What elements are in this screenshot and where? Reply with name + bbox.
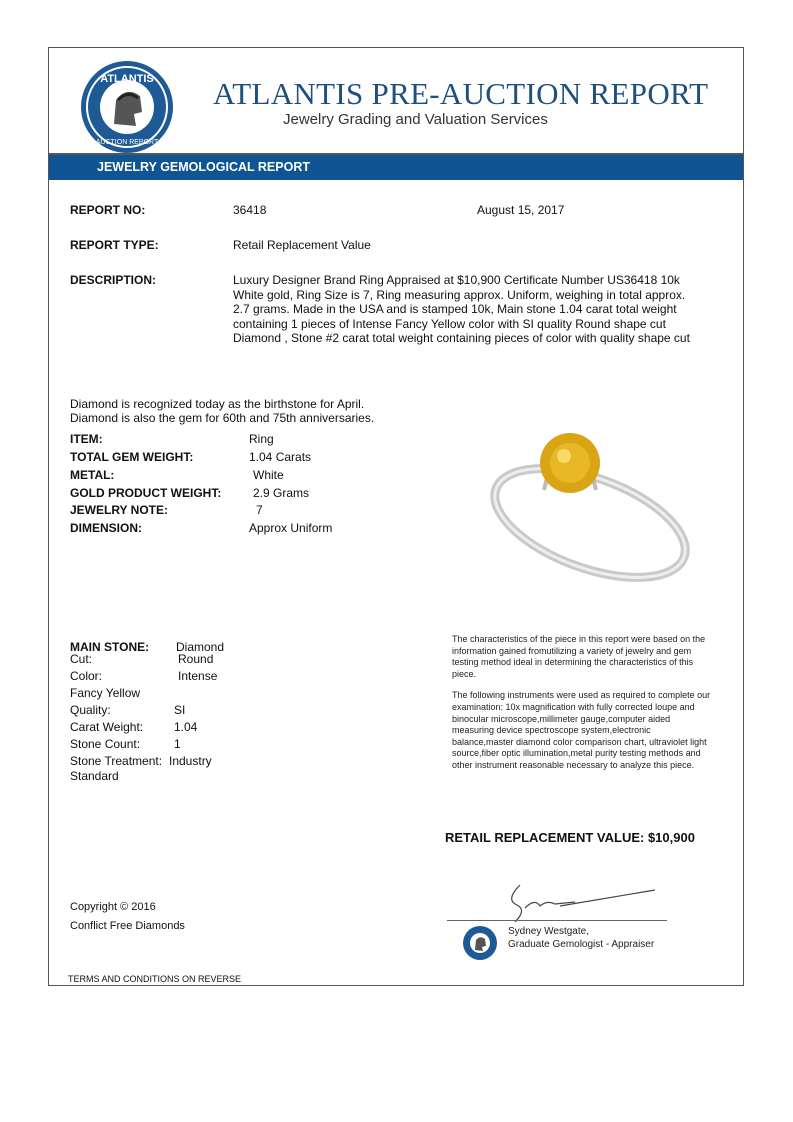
appraiser <box>508 925 654 951</box>
spec-label: GOLD PRODUCT WEIGHT: <box>70 486 222 500</box>
spec-label: DIMENSION: <box>70 521 142 535</box>
spec-value: 1.04 Carats <box>249 450 312 464</box>
birthstone-line-2: Diamond is also the gem for 60th and 75th anniversaries. <box>70 411 375 425</box>
spec-value: 2.9 Grams <box>253 486 310 500</box>
report-date: August 15, 2017 <box>477 203 565 217</box>
ring-image <box>478 418 698 588</box>
spec-value: Ring <box>249 432 274 446</box>
description-label: DESCRIPTION: <box>70 273 157 287</box>
report-no: 36418 <box>233 203 267 217</box>
report-title: ATLANTIS PRE-AUCTION REPORT <box>213 76 709 111</box>
report-no-label: REPORT NO: <box>70 203 146 217</box>
treatment-value: Industry <box>169 754 212 768</box>
spec-value: 7 <box>256 503 263 517</box>
notes-paragraph-1: The characteristics of the piece in this report were based on the information gained fromutilizing a variety of jewelry and gem testing method ideal in determining the characteristics of this piece. <box>452 634 706 679</box>
svg-text:AUCTION REPORT: AUCTION REPORT <box>95 139 159 146</box>
quality-value: SI <box>174 703 186 717</box>
birthstone-line-1: Diamond is recognized today as the birthstone for April. <box>70 397 365 411</box>
report-subtitle: Jewelry Grading and Valuation Services <box>283 111 548 128</box>
main-stone-value: Diamond <box>176 640 225 654</box>
spec-value: White <box>253 468 284 482</box>
count-value: 1 <box>174 737 181 751</box>
svg-text:ATLANTIS: ATLANTIS <box>100 73 154 85</box>
carat-label: Carat Weight: <box>70 720 144 734</box>
banner-title: JEWELRY GEMOLOGICAL REPORT <box>97 160 310 174</box>
company: Conflict Free Diamonds <box>70 920 185 932</box>
appraiser-title: Graduate Gemologist - Appraiser <box>508 939 655 950</box>
spec-label: METAL: <box>70 468 115 482</box>
report-type: Retail Replacement Value <box>233 238 371 252</box>
examination-notes <box>452 634 714 772</box>
color-value-cont: Fancy Yellow <box>70 686 141 700</box>
notes-paragraph-2: The following instruments were used as required to complete our examination: 10x magnification with fully corrected loupe and binocular microscope,millimeter gauge,computer aided measuring device spectroscope system,electronic balance,master diamond color comparison chart, ultraviolet light source,fiber optic illumination,metal purity testing methods and other instrument reasonable necessary to analyze this piece. <box>452 690 711 770</box>
section-banner <box>49 153 743 180</box>
spec-label: JEWELRY NOTE: <box>70 503 169 517</box>
spec-label: ITEM: <box>70 432 103 446</box>
count-label: Stone Count: <box>70 737 141 751</box>
carat-value: 1.04 <box>174 720 198 734</box>
description: Luxury Designer Brand Ring Appraised at $10,900 Certificate Number US36418 10k White gold, Ring Size is 7, Ring measuring approx. Uniform, weighing in total approx. 2.7 grams. Made in the USA and is stamped 10k, Main stone 1.04 carat total weight containing 1 pieces of Intense Fancy Yellow color with SI quality Round shape cut Diamond , Stone #2 carat total weight containing pieces of color with quality shape cut <box>233 273 690 345</box>
cut-value: Round <box>178 652 214 666</box>
cut-label: Cut: <box>70 652 93 666</box>
treatment-value-cont: Standard <box>70 769 119 783</box>
copyright: Copyright © 2016 <box>70 901 156 913</box>
atlantis-seal-icon <box>462 925 498 966</box>
main-stone-label: MAIN STONE: <box>70 640 150 654</box>
retail-replacement-value: RETAIL REPLACEMENT VALUE: $10,900 <box>445 830 695 845</box>
atlantis-logo <box>80 60 174 159</box>
terms-link[interactable]: TERMS AND CONDITIONS ON REVERSE <box>68 974 242 984</box>
signature <box>505 880 665 930</box>
signature-line <box>447 920 667 921</box>
quality-label: Quality: <box>70 703 111 717</box>
treatment-label: Stone Treatment: <box>70 754 163 768</box>
report-type-label: REPORT TYPE: <box>70 238 159 252</box>
color-value: Intense <box>178 669 218 683</box>
spec-value: Approx Uniform <box>249 521 333 535</box>
color-label: Color: <box>70 669 103 683</box>
spec-label: TOTAL GEM WEIGHT: <box>70 450 194 464</box>
appraiser-name: Sydney Westgate, <box>508 926 589 937</box>
